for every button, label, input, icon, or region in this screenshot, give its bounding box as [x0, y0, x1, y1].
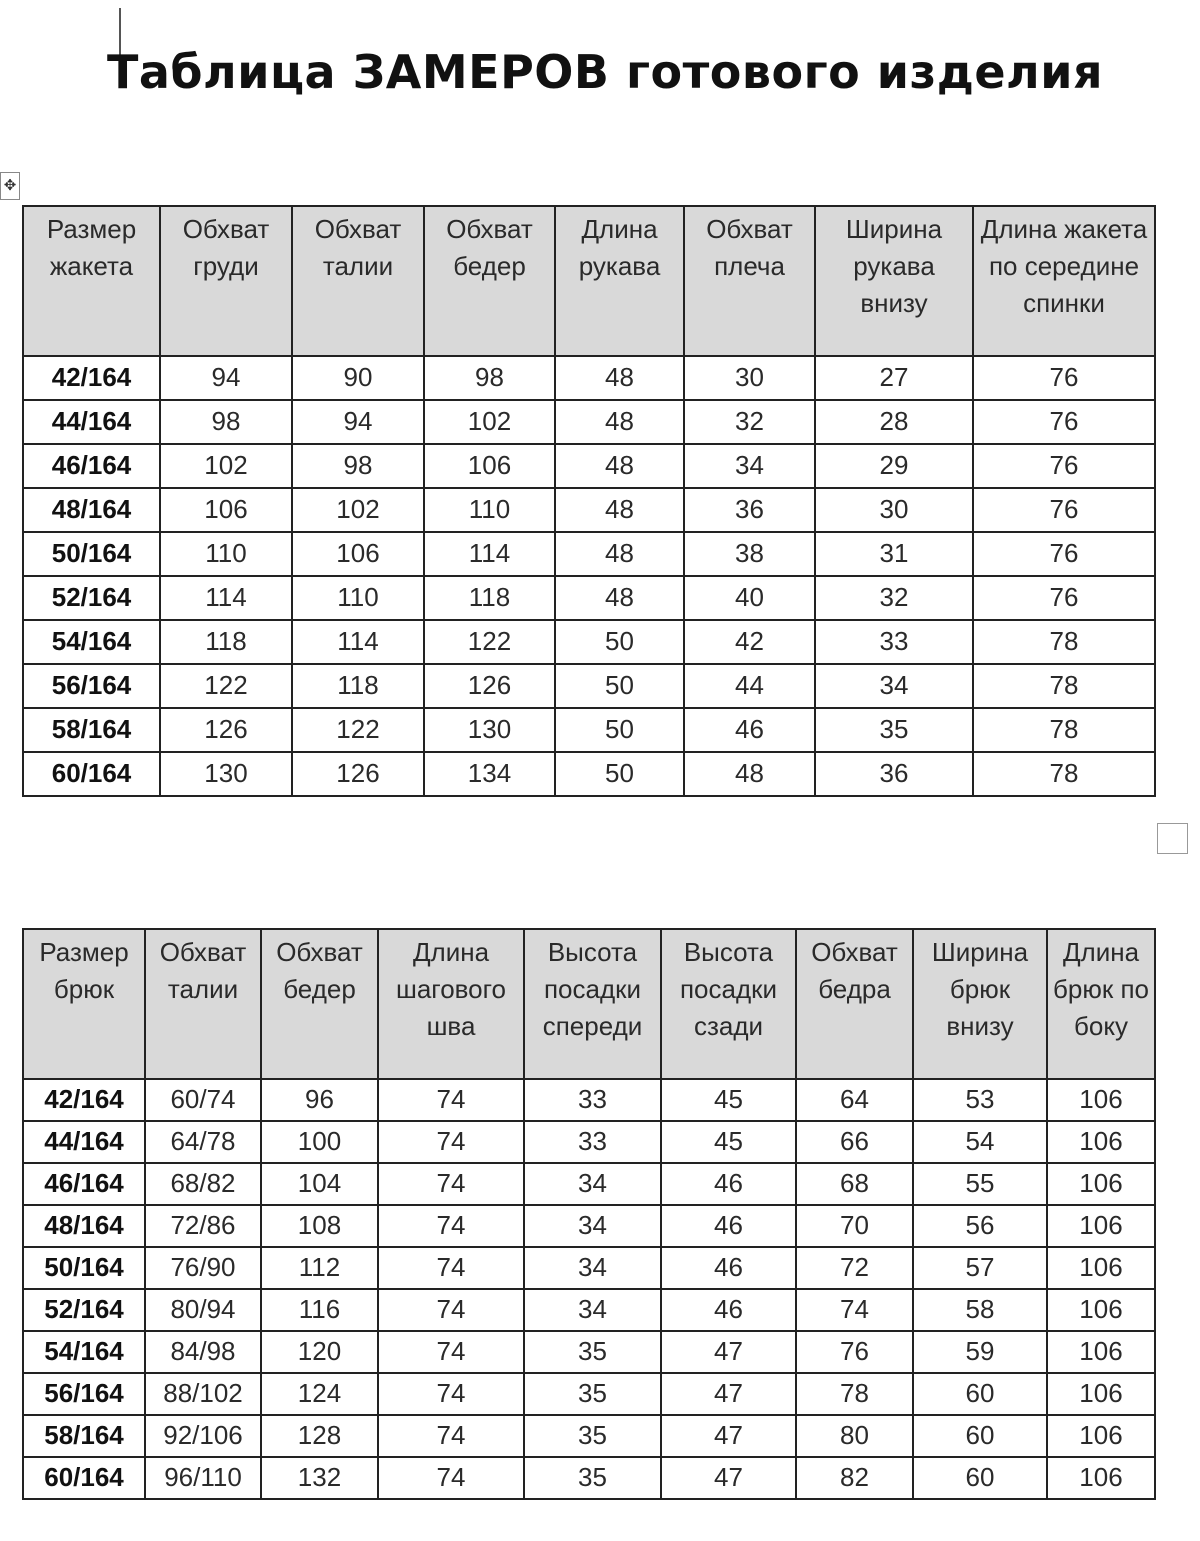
table-cell: 76: [973, 444, 1155, 488]
table-cell: 126: [292, 752, 424, 796]
table-cell: 120: [261, 1331, 378, 1373]
table-move-handle-icon[interactable]: ✥: [0, 172, 20, 200]
table-cell: 72/86: [145, 1205, 261, 1247]
table-cell: 74: [378, 1289, 524, 1331]
table-cell: 64: [796, 1079, 913, 1121]
table-cell: 76: [796, 1331, 913, 1373]
size-cell: 58/164: [23, 708, 160, 752]
table-cell: 74: [378, 1121, 524, 1163]
table-cell: 82: [796, 1457, 913, 1499]
table-cell: 56: [913, 1205, 1047, 1247]
table-row: [23, 664, 1155, 708]
column-header: Ширина рукава внизу: [815, 206, 973, 356]
table-cell: 45: [661, 1079, 796, 1121]
table-cell: 34: [524, 1163, 661, 1205]
table-cell: 64/78: [145, 1121, 261, 1163]
size-cell: 56/164: [23, 1373, 145, 1415]
table-cell: 124: [261, 1373, 378, 1415]
table-cell: 78: [796, 1373, 913, 1415]
table-row: [23, 1415, 1155, 1457]
column-header: Обхват бедер: [424, 206, 555, 356]
table-cell: 60: [913, 1457, 1047, 1499]
table-cell: 88/102: [145, 1373, 261, 1415]
table-cell: 122: [160, 664, 292, 708]
table-cell: 60: [913, 1373, 1047, 1415]
size-cell: 52/164: [23, 1289, 145, 1331]
table-cell: 35: [815, 708, 973, 752]
table-cell: 122: [292, 708, 424, 752]
table-cell: 72: [796, 1247, 913, 1289]
table-row: [23, 708, 1155, 752]
table-cell: 35: [524, 1331, 661, 1373]
table-cell: 96: [261, 1079, 378, 1121]
table-cell: 30: [684, 356, 815, 400]
size-cell: 54/164: [23, 620, 160, 664]
column-header: Размер жакета: [23, 206, 160, 356]
column-header: Обхват груди: [160, 206, 292, 356]
table-cell: 47: [661, 1331, 796, 1373]
table-cell: 46: [661, 1247, 796, 1289]
size-cell: 48/164: [23, 1205, 145, 1247]
table-cell: 96/110: [145, 1457, 261, 1499]
table-cell: 122: [424, 620, 555, 664]
table-cell: 53: [913, 1079, 1047, 1121]
table-cell: 106: [1047, 1079, 1155, 1121]
table-cell: 110: [160, 532, 292, 576]
table-cell: 74: [378, 1247, 524, 1289]
table-cell: 76: [973, 488, 1155, 532]
table-row: [23, 620, 1155, 664]
table-row: [23, 1163, 1155, 1205]
table-cell: 92/106: [145, 1415, 261, 1457]
table-cell: 34: [684, 444, 815, 488]
table-cell: 68/82: [145, 1163, 261, 1205]
size-cell: 42/164: [23, 356, 160, 400]
column-header: Ширина брюк внизу: [913, 929, 1047, 1079]
table-cell: 34: [524, 1289, 661, 1331]
table-cell: 128: [261, 1415, 378, 1457]
table-cell: 114: [424, 532, 555, 576]
table-cell: 130: [160, 752, 292, 796]
table-cell: 102: [160, 444, 292, 488]
table-cell: 106: [1047, 1205, 1155, 1247]
table-cell: 57: [913, 1247, 1047, 1289]
table-cell: 59: [913, 1331, 1047, 1373]
table-cell: 110: [292, 576, 424, 620]
table-cell: 50: [555, 620, 684, 664]
table-cell: 38: [684, 532, 815, 576]
column-header: Высота посадки спереди: [524, 929, 661, 1079]
table-cell: 48: [555, 400, 684, 444]
table-cell: 50: [555, 664, 684, 708]
table-cell: 102: [424, 400, 555, 444]
table-cell: 102: [292, 488, 424, 532]
table-row: [23, 576, 1155, 620]
table-cell: 48: [555, 488, 684, 532]
table-cell: 60: [913, 1415, 1047, 1457]
table-cell: 106: [1047, 1373, 1155, 1415]
table-cell: 31: [815, 532, 973, 576]
table-cell: 33: [815, 620, 973, 664]
table-cell: 68: [796, 1163, 913, 1205]
table-cell: 80: [796, 1415, 913, 1457]
table-cell: 29: [815, 444, 973, 488]
table-cell: 74: [378, 1163, 524, 1205]
table-cell: 106: [1047, 1163, 1155, 1205]
table-cell: 80/94: [145, 1289, 261, 1331]
table-cell: 46: [661, 1205, 796, 1247]
table-cell: 74: [796, 1289, 913, 1331]
table-cell: 44: [684, 664, 815, 708]
table-cell: 48: [555, 576, 684, 620]
table-cell: 126: [424, 664, 555, 708]
size-cell: 54/164: [23, 1331, 145, 1373]
table-row: [23, 1457, 1155, 1499]
column-header: Обхват талии: [145, 929, 261, 1079]
size-cell: 52/164: [23, 576, 160, 620]
table-cell: 98: [424, 356, 555, 400]
table-cell: 70: [796, 1205, 913, 1247]
table-row: [23, 752, 1155, 796]
table-cell: 47: [661, 1457, 796, 1499]
table-cell: 110: [424, 488, 555, 532]
size-cell: 58/164: [23, 1415, 145, 1457]
table-cell: 126: [160, 708, 292, 752]
table-cell: 46: [661, 1163, 796, 1205]
table-cell: 40: [684, 576, 815, 620]
table-cell: 33: [524, 1121, 661, 1163]
table-cell: 118: [292, 664, 424, 708]
table-cell: 55: [913, 1163, 1047, 1205]
table-row: [23, 1079, 1155, 1121]
table-row: [23, 1121, 1155, 1163]
table-cell: 50: [555, 752, 684, 796]
document-title: Таблица ЗАМЕРОВ готового изделия: [106, 44, 1103, 99]
table-cell: 34: [524, 1205, 661, 1247]
table-row: [23, 1289, 1155, 1331]
column-header: Обхват бедра: [796, 929, 913, 1079]
table-cell: 76: [973, 356, 1155, 400]
column-header: Длина рукава: [555, 206, 684, 356]
table-row: [23, 488, 1155, 532]
table-cell: 106: [424, 444, 555, 488]
table-cell: 90: [292, 356, 424, 400]
table-cell: 106: [1047, 1121, 1155, 1163]
table-cell: 114: [160, 576, 292, 620]
table-cell: 47: [661, 1415, 796, 1457]
size-cell: 46/164: [23, 444, 160, 488]
table-row: [23, 356, 1155, 400]
size-cell: 48/164: [23, 488, 160, 532]
table-header-row: [23, 206, 1155, 356]
table-cell: 48: [684, 752, 815, 796]
size-cell: 60/164: [23, 752, 160, 796]
table-cell: 78: [973, 664, 1155, 708]
table-cell: 35: [524, 1415, 661, 1457]
table-cell: 84/98: [145, 1331, 261, 1373]
table-cell: 112: [261, 1247, 378, 1289]
table-cell: 33: [524, 1079, 661, 1121]
table-cell: 74: [378, 1331, 524, 1373]
table-cell: 36: [815, 752, 973, 796]
size-cell: 50/164: [23, 1247, 145, 1289]
table-cell: 54: [913, 1121, 1047, 1163]
table-row: [23, 444, 1155, 488]
table-cell: 104: [261, 1163, 378, 1205]
size-cell: 44/164: [23, 1121, 145, 1163]
table-cell: 46: [661, 1289, 796, 1331]
column-header: Длина брюк по боку: [1047, 929, 1155, 1079]
column-header: Обхват бедер: [261, 929, 378, 1079]
size-cell: 42/164: [23, 1079, 145, 1121]
table-cell: 114: [292, 620, 424, 664]
table-cell: 134: [424, 752, 555, 796]
table-cell: 100: [261, 1121, 378, 1163]
column-header: Обхват талии: [292, 206, 424, 356]
column-header: Высота посадки сзади: [661, 929, 796, 1079]
table-cell: 66: [796, 1121, 913, 1163]
table-cell: 34: [524, 1247, 661, 1289]
table-cell: 28: [815, 400, 973, 444]
table-header-row: [23, 929, 1155, 1079]
table-row: [23, 400, 1155, 444]
table-row: [23, 532, 1155, 576]
table-cell: 94: [292, 400, 424, 444]
table-cell: 27: [815, 356, 973, 400]
size-cell: 50/164: [23, 532, 160, 576]
jacket-measurements-table: [22, 205, 1156, 797]
table-cell: 74: [378, 1373, 524, 1415]
size-cell: 56/164: [23, 664, 160, 708]
table-cell: 48: [555, 444, 684, 488]
table-cell: 98: [292, 444, 424, 488]
table-cell: 74: [378, 1415, 524, 1457]
size-cell: 44/164: [23, 400, 160, 444]
table-cell: 42: [684, 620, 815, 664]
table-cell: 106: [1047, 1289, 1155, 1331]
column-header: Размер брюк: [23, 929, 145, 1079]
table-row: [23, 1331, 1155, 1373]
table-cell: 32: [815, 576, 973, 620]
table-cell: 76: [973, 400, 1155, 444]
table-cell: 48: [555, 532, 684, 576]
table-cell: 46: [684, 708, 815, 752]
table-cell: 94: [160, 356, 292, 400]
table-cell: 60/74: [145, 1079, 261, 1121]
table-cell: 35: [524, 1457, 661, 1499]
table-cell: 106: [160, 488, 292, 532]
size-cell: 46/164: [23, 1163, 145, 1205]
table-row: [23, 1373, 1155, 1415]
size-cell: 60/164: [23, 1457, 145, 1499]
table-cell: 32: [684, 400, 815, 444]
table-cell: 30: [815, 488, 973, 532]
trousers-measurements-table: [22, 928, 1156, 1500]
table-resize-handle-icon[interactable]: [1157, 823, 1188, 854]
table-cell: 118: [160, 620, 292, 664]
column-header: Длина шагового шва: [378, 929, 524, 1079]
table-cell: 106: [1047, 1457, 1155, 1499]
table-cell: 36: [684, 488, 815, 532]
table-cell: 106: [1047, 1331, 1155, 1373]
table-cell: 74: [378, 1205, 524, 1247]
table-cell: 74: [378, 1457, 524, 1499]
table-cell: 118: [424, 576, 555, 620]
table-cell: 45: [661, 1121, 796, 1163]
column-header: Обхват плеча: [684, 206, 815, 356]
table-cell: 132: [261, 1457, 378, 1499]
table-cell: 116: [261, 1289, 378, 1331]
table-cell: 106: [1047, 1415, 1155, 1457]
table-cell: 130: [424, 708, 555, 752]
table-cell: 76/90: [145, 1247, 261, 1289]
table-cell: 74: [378, 1079, 524, 1121]
table-row: [23, 1205, 1155, 1247]
table-cell: 78: [973, 708, 1155, 752]
table-cell: 50: [555, 708, 684, 752]
table-cell: 48: [555, 356, 684, 400]
table-row: [23, 1247, 1155, 1289]
table-cell: 58: [913, 1289, 1047, 1331]
table-cell: 78: [973, 620, 1155, 664]
table-cell: 98: [160, 400, 292, 444]
column-header: Длина жакета по середине спинки: [973, 206, 1155, 356]
table-cell: 106: [1047, 1247, 1155, 1289]
table-cell: 47: [661, 1373, 796, 1415]
table-cell: 108: [261, 1205, 378, 1247]
table-cell: 106: [292, 532, 424, 576]
table-cell: 34: [815, 664, 973, 708]
table-cell: 78: [973, 752, 1155, 796]
table-cell: 76: [973, 532, 1155, 576]
table-cell: 35: [524, 1373, 661, 1415]
table-cell: 76: [973, 576, 1155, 620]
